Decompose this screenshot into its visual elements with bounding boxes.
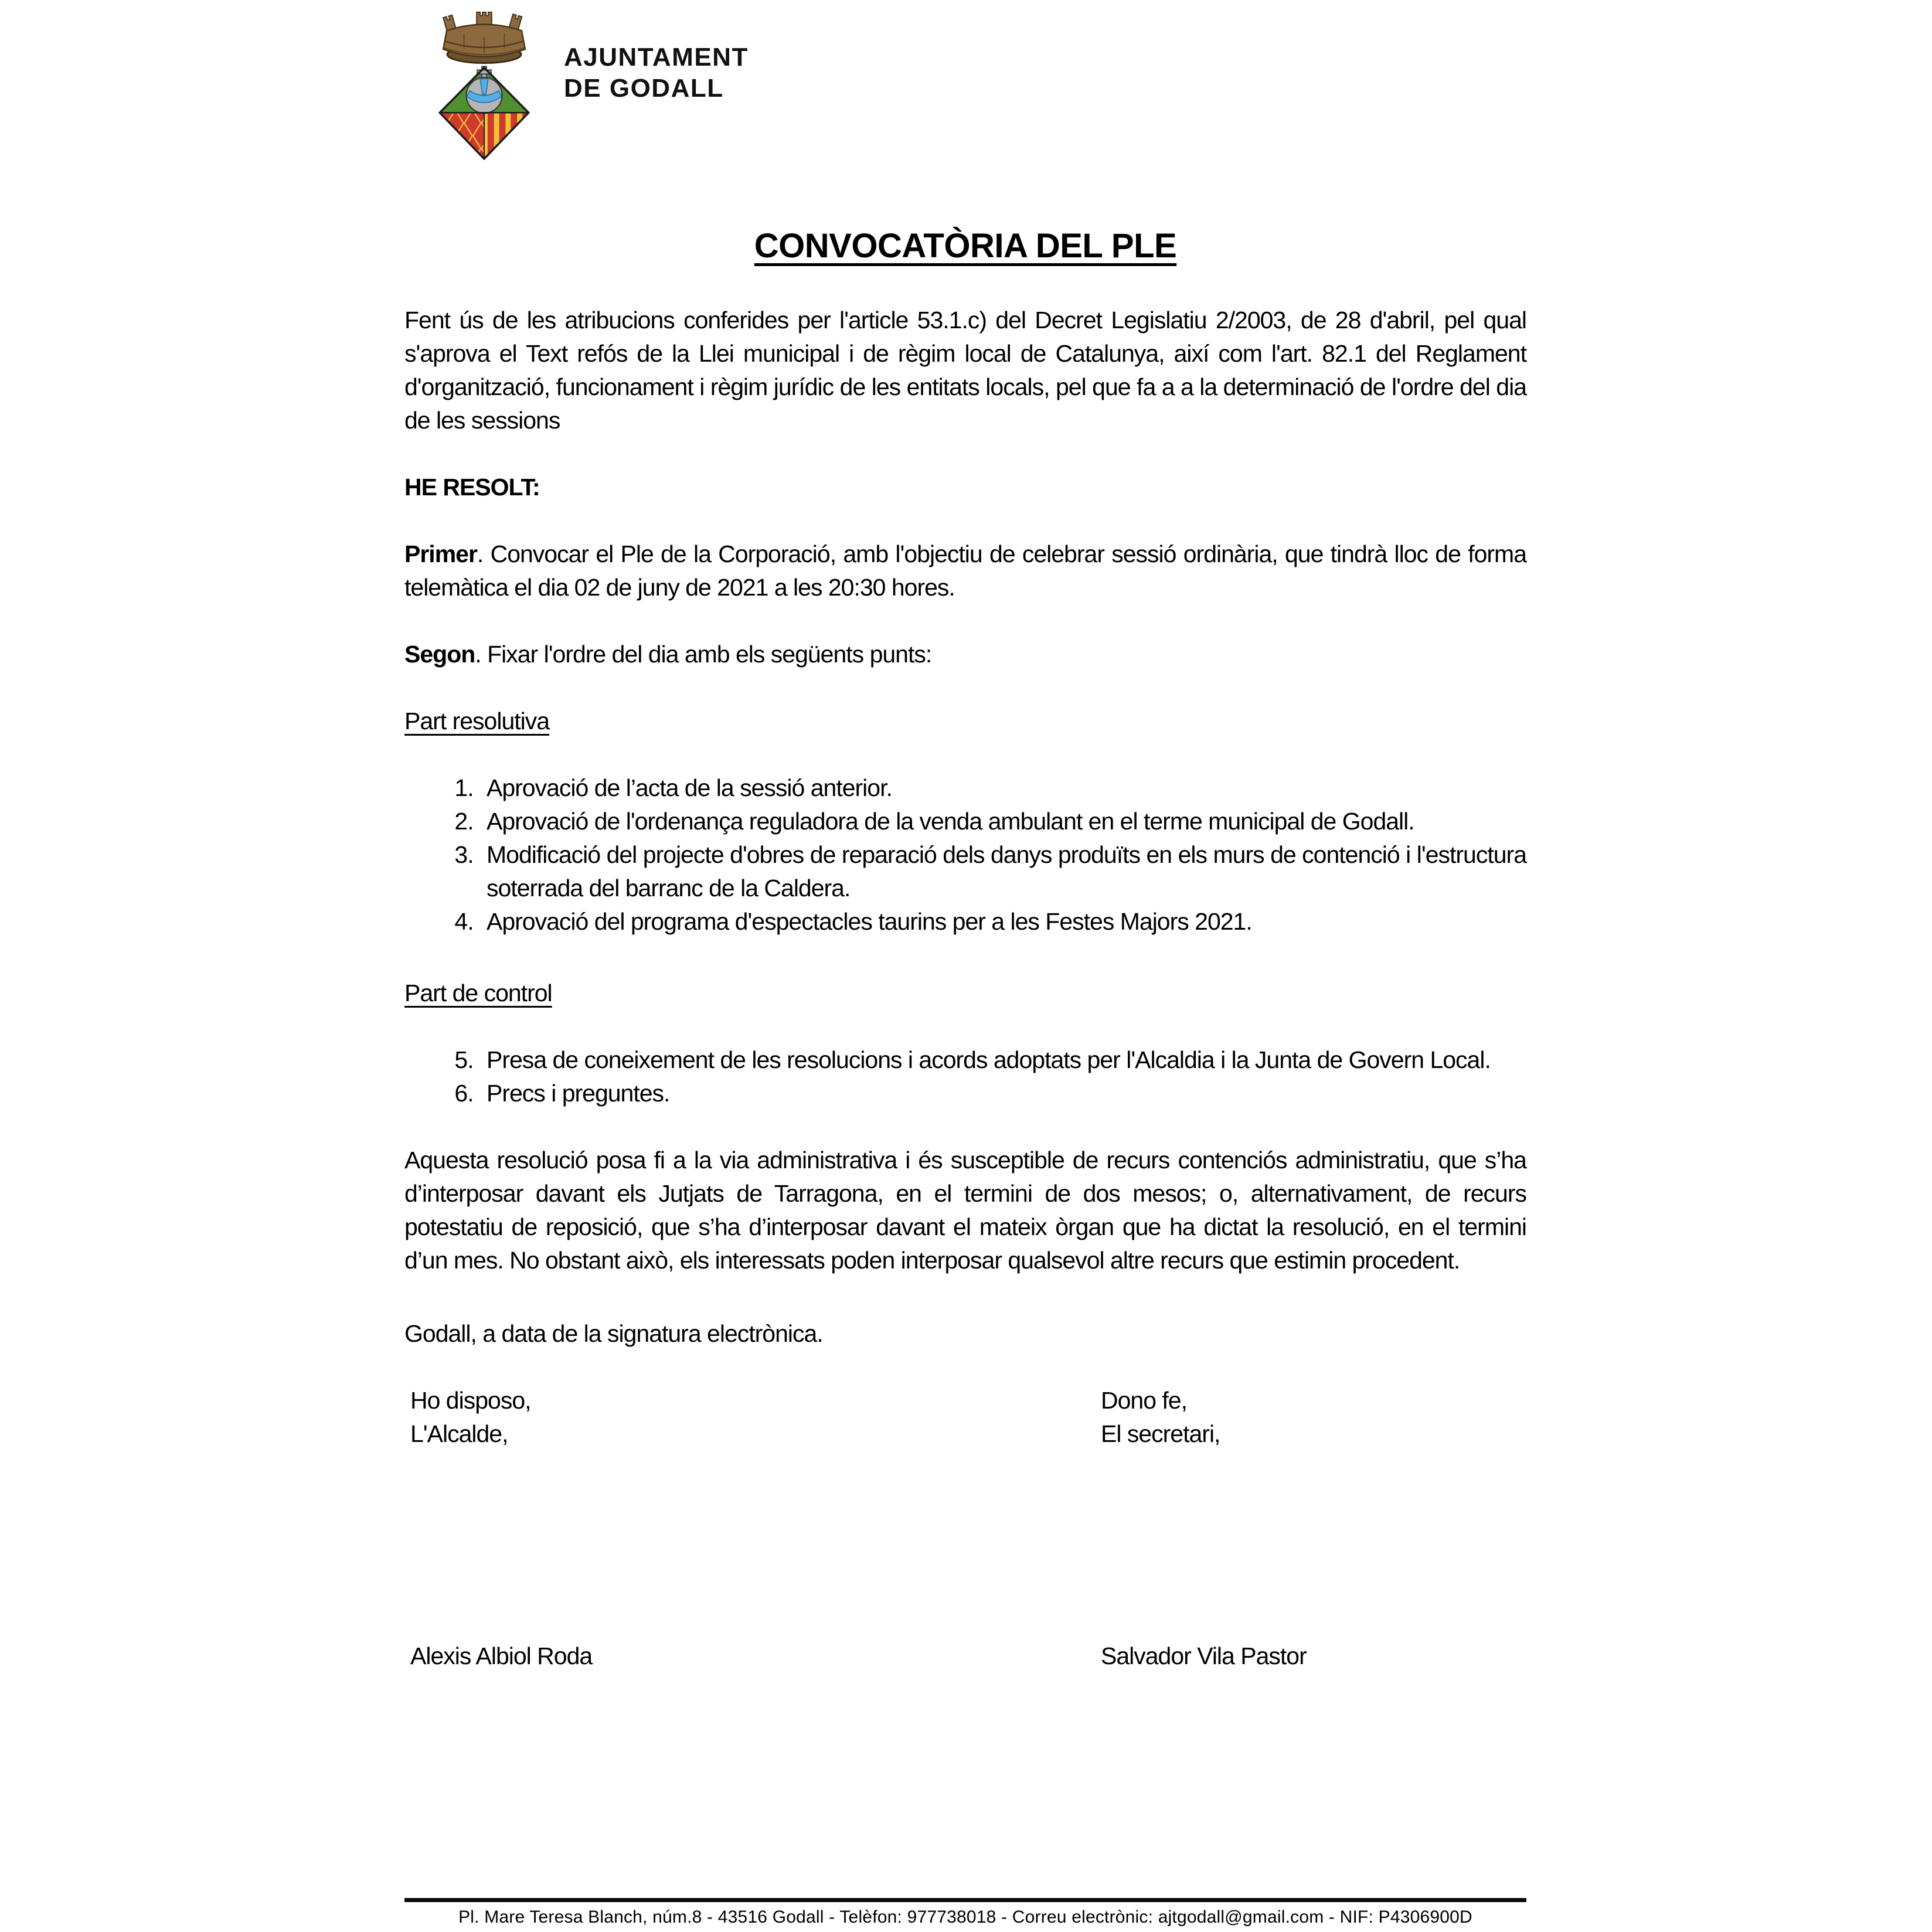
segon-paragraph (404, 638, 1526, 671)
primer-paragraph (404, 538, 1526, 604)
letterhead (429, 9, 1526, 160)
page-footer (404, 1898, 1526, 1927)
organization-name-line2: DE GODALL (564, 74, 724, 103)
place-date-line: Godall, a data de la signatura electrònica. (404, 1320, 823, 1347)
primer-label: Primer (404, 540, 477, 567)
signature-right-role: El secretari, (1101, 1420, 1220, 1447)
coat-of-arms-icon (429, 9, 539, 160)
signature-right-roles (1101, 1384, 1220, 1451)
signature-right-disposition: Dono fe, (1101, 1387, 1187, 1414)
organization-name-line1: AJUNTAMENT (564, 43, 749, 72)
appeal-paragraph: Aquesta resolució posa fi a la via administrativa i és susceptible de recurs contenciós administratiu, que s’ha d’interposar davant els Jutjats de Tarragona, en el termini de dos mesos; o, alternativament, de recurs potestatiu de reposició, que s’ha d’interposar davant el mateix òrgan que ha dictat la resolució, en el termini d’un mes. No obstant això, els interessats poden interposar qualsevol altre recurs que estimin procedent. (404, 1147, 1526, 1274)
shield (440, 66, 529, 160)
signature-left-disposition: Ho disposo, (410, 1387, 531, 1414)
signature-left-role: L'Alcalde, (410, 1420, 508, 1447)
segon-text: . Fixar l'ordre del dia amb els següents punts: (475, 641, 932, 668)
agenda-item: 3. Modificació del projecte d'obres de reparació dels danys produïts en els murs de contenció i l'estructura soterrada del barranc de la Caldera. (479, 838, 1526, 905)
segon-label: Segon (404, 641, 475, 668)
agenda-item: 4. Aprovació del programa d'espectacles taurins per a les Festes Majors 2021. (479, 905, 1526, 938)
control-agenda-list (404, 1043, 1526, 1110)
agenda-item: 2. Aprovació de l'ordenança reguladora de la venda ambulant en el terme municipal de Godall. (479, 805, 1526, 838)
footer-contact-line: Pl. Mare Teresa Blanch, núm.8 - 43516 Godall - Telèfon: 977738018 - Correu electrònic: ajtgodall@gmail.com - NIF: P4306900D (458, 1907, 1472, 1927)
agenda-item: 1. Aprovació de l’acta de la sessió anterior. (479, 771, 1526, 805)
signature-left-roles (410, 1384, 1526, 1451)
control-part-heading: Part de control (404, 979, 552, 1006)
agenda-item: 6. Precs i preguntes. (479, 1077, 1526, 1110)
primer-text: . Convocar el Ple de la Corporació, amb l'objectiu de celebrar sessió ordinària, que tindrà lloc de forma telemàtica el dia 02 de juny de 2021 a les 20:30 hores. (404, 540, 1526, 601)
crown (443, 12, 525, 63)
signature-right-name: Salvador Vila Pastor (1101, 1642, 1307, 1669)
resolutive-part-heading: Part resolutiva (404, 708, 550, 734)
orb (466, 66, 502, 113)
document-title: CONVOCATÒRIA DEL PLE (754, 227, 1177, 265)
resolutive-agenda-list (404, 771, 1526, 938)
signature-names (404, 1640, 1526, 1673)
organization-name (564, 42, 749, 104)
document-content (404, 0, 1526, 1673)
resolution-heading: HE RESOLT: (404, 474, 540, 501)
intro-paragraph: Fent ús de les atribucions conferides per l'article 53.1.c) del Decret Legislatiu 2/2003, de 28 d'abril, pel qual s'aprova el Text refós de la Llei municipal i de règim local de Catalunya, així com l'art. 82.1 del Reglament d'organització, funcionament i règim jurídic de les entitats locals, pel que fa a a la determinació de l'ordre del dia de les sessions (404, 307, 1526, 434)
agenda-item: 5. Presa de coneixement de les resolucions i acords adoptats per l'Alcaldia i la Junta de Govern Local. (479, 1043, 1526, 1077)
signature-roles (404, 1384, 1526, 1451)
signature-left-name: Alexis Albiol Roda (410, 1642, 593, 1669)
